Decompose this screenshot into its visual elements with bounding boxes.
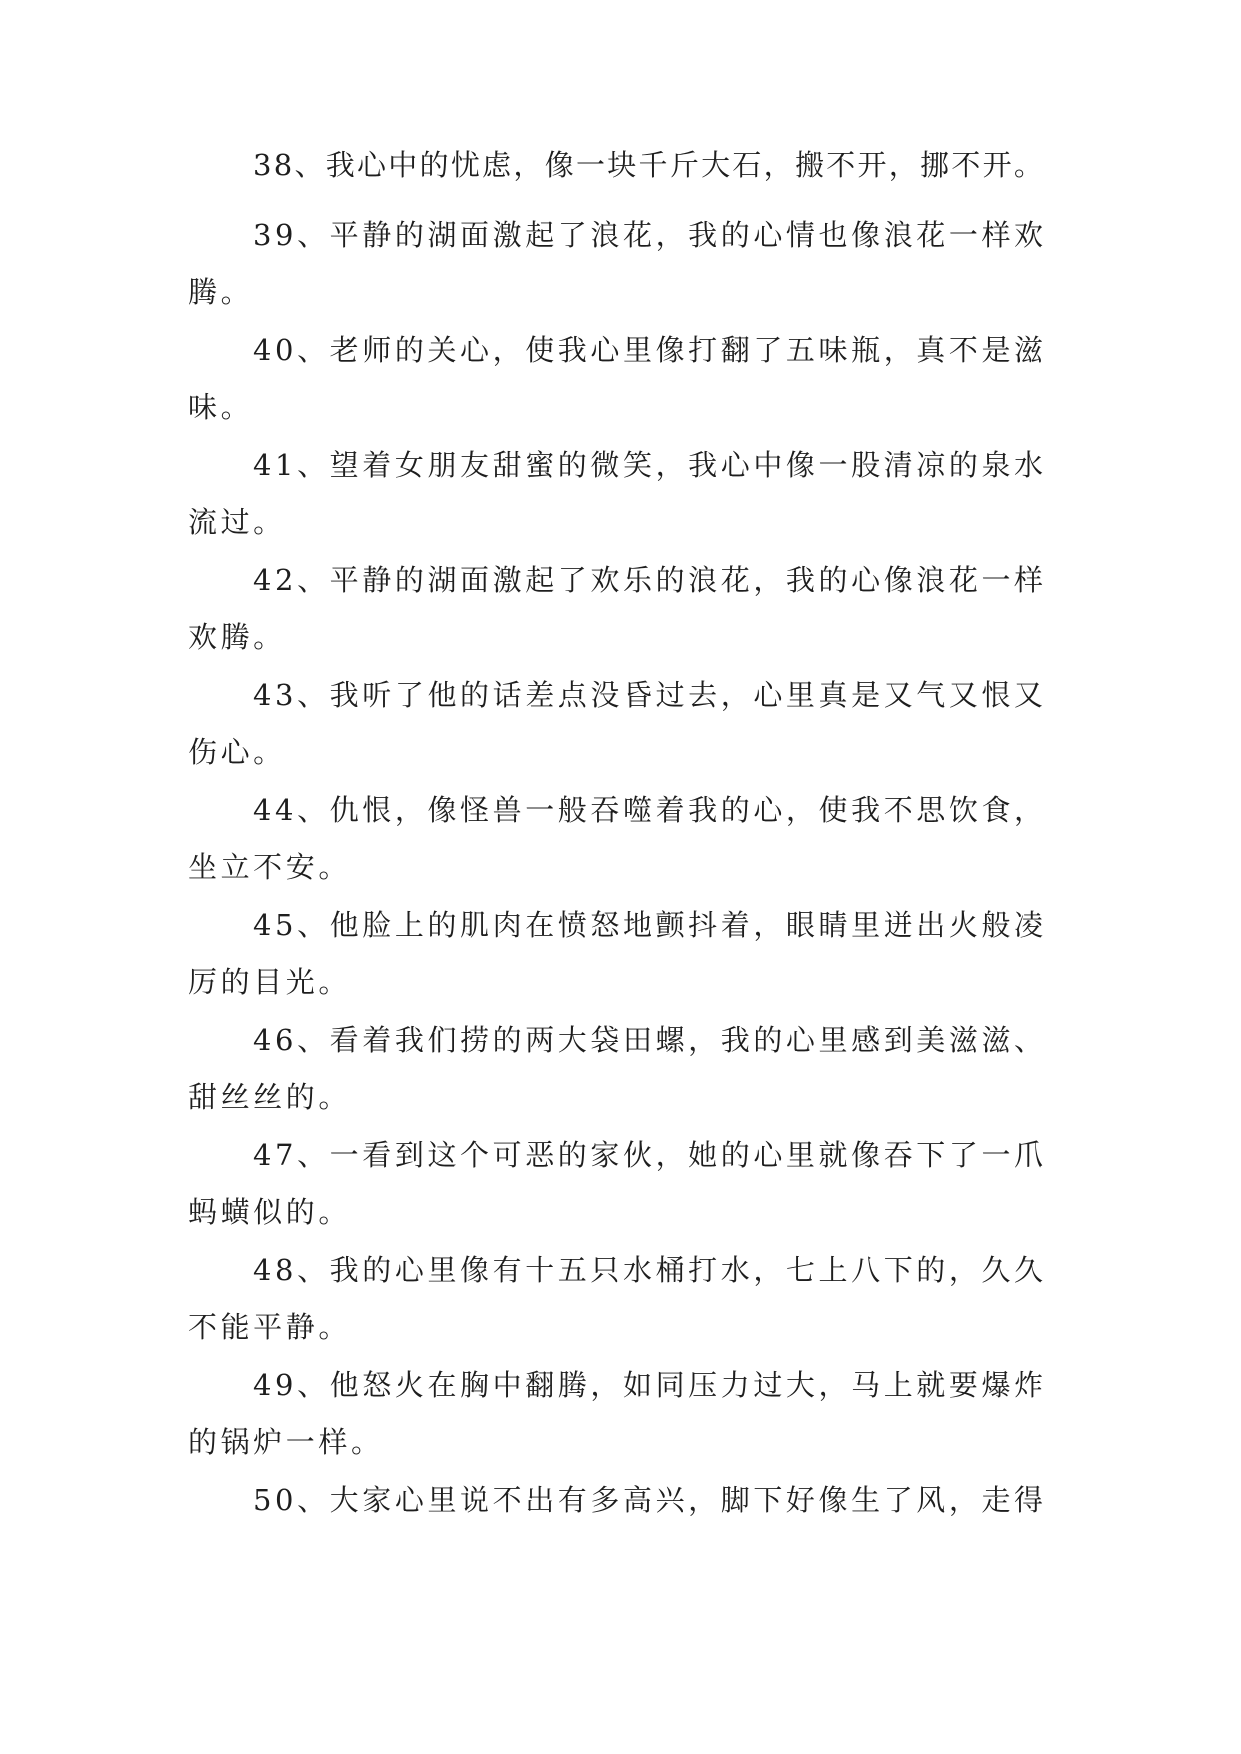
sentence-continuation-line: 伤心。 — [188, 735, 286, 769]
sentence-continuation-line: 坐立不安。 — [188, 850, 351, 884]
sentence-first-line: 49、他怒火在胸中翻腾，如同压力过大，马上就要爆炸 — [253, 1368, 1047, 1402]
sentence-first-line: 41、望着女朋友甜蜜的微笑，我心中像一股清凉的泉水 — [253, 448, 1047, 482]
sentence-continuation-line: 厉的目光。 — [188, 965, 351, 999]
sentence-continuation-line: 流过。 — [188, 505, 286, 539]
sentence-continuation-line: 不能平静。 — [188, 1310, 351, 1344]
sentence-continuation-line: 腾。 — [188, 275, 254, 309]
sentence-first-line: 44、仇恨，像怪兽一般吞噬着我的心，使我不思饮食， — [253, 793, 1047, 827]
sentence-first-line: 47、一看到这个可恶的家伙，她的心里就像吞下了一爪 — [253, 1138, 1047, 1172]
sentence-continuation-line: 的锅炉一样。 — [188, 1425, 384, 1459]
sentence-first-line: 50、大家心里说不出有多高兴，脚下好像生了风，走得 — [253, 1483, 1047, 1517]
sentence-continuation-line: 甜丝丝的。 — [188, 1080, 351, 1114]
sentence-continuation-line: 味。 — [188, 390, 254, 424]
sentence-first-line: 39、平静的湖面激起了浪花，我的心情也像浪花一样欢 — [253, 218, 1047, 252]
sentence-first-line: 43、我听了他的话差点没昏过去，心里真是又气又恨又 — [253, 678, 1047, 712]
sentence-first-line: 46、看着我们捞的两大袋田螺，我的心里感到美滋滋、 — [253, 1023, 1047, 1057]
sentence-continuation-line: 蚂蟥似的。 — [188, 1195, 351, 1229]
sentence-continuation-line: 欢腾。 — [188, 620, 286, 654]
sentence-first-line: 42、平静的湖面激起了欢乐的浪花，我的心像浪花一样 — [253, 563, 1047, 597]
sentence-first-line: 48、我的心里像有十五只水桶打水，七上八下的，久久 — [253, 1253, 1047, 1287]
sentence-first-line: 40、老师的关心，使我心里像打翻了五味瓶，真不是滋 — [253, 333, 1047, 367]
sentence-first-line: 38、我心中的忧虑，像一块千斤大石，搬不开，挪不开。 — [253, 148, 1046, 182]
sentence-first-line: 45、他脸上的肌肉在愤怒地颤抖着，眼睛里迸出火般凌 — [253, 908, 1047, 942]
